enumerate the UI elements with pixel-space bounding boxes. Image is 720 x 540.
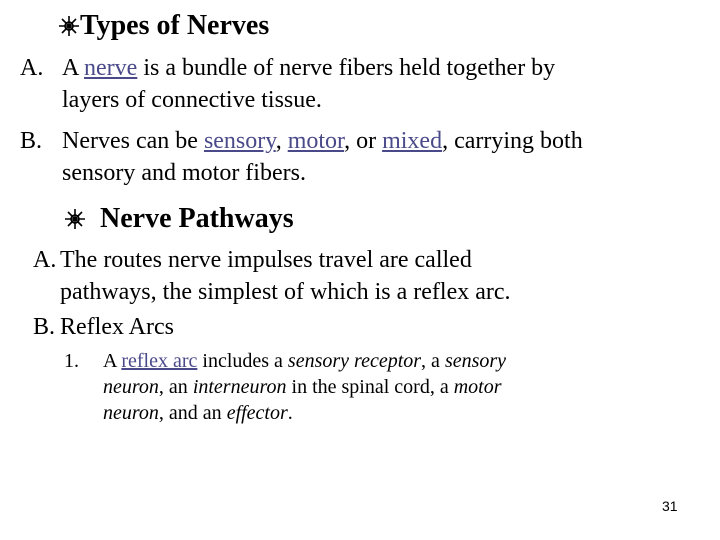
sublist-item-line: neuron, an interneuron in the spinal cord, a motor <box>103 376 502 398</box>
glossary-link-nerve[interactable]: nerve <box>84 55 138 81</box>
sunburst-bullet-icon <box>58 15 80 37</box>
sunburst-bullet-icon <box>64 208 86 230</box>
glossary-link-sensory[interactable]: sensory <box>203 128 276 154</box>
sublist-marker: 1. <box>64 350 79 372</box>
list-marker: A. <box>20 55 44 81</box>
page-number: 31 <box>662 498 678 514</box>
list-item-line: A nerve is a bundle of nerve fibers held together by <box>62 55 556 81</box>
list-item-line: Reflex Arcs <box>60 314 174 340</box>
section-heading-nerve-pathways <box>64 203 294 235</box>
section-heading-types-of-nerves <box>58 10 269 42</box>
list-item-line: The routes nerve impulses travel are called <box>60 247 472 273</box>
sublist-item-line: neuron, and an effector. <box>103 402 293 424</box>
section-title: Types of Nerves <box>80 10 270 41</box>
list-item-line: sensory and motor fibers. <box>62 160 306 186</box>
glossary-link-reflex-arc[interactable]: reflex arc <box>121 350 198 372</box>
list-item-line: layers of connective tissue. <box>62 87 322 113</box>
sublist-item-line: A reflex arc includes a sensory receptor, a sensory <box>103 350 507 372</box>
glossary-link-motor[interactable]: motor <box>287 128 345 154</box>
section-title: Nerve Pathways <box>100 203 294 234</box>
list-marker: B. <box>20 128 43 154</box>
list-marker: B. <box>33 314 56 340</box>
list-marker: A. <box>33 247 57 273</box>
list-item-line: pathways, the simplest of which is a reflex arc. <box>60 279 511 305</box>
list-item-line: Nerves can be sensory, motor, or mixed, carrying both <box>62 128 583 154</box>
glossary-link-mixed[interactable]: mixed <box>382 128 443 154</box>
